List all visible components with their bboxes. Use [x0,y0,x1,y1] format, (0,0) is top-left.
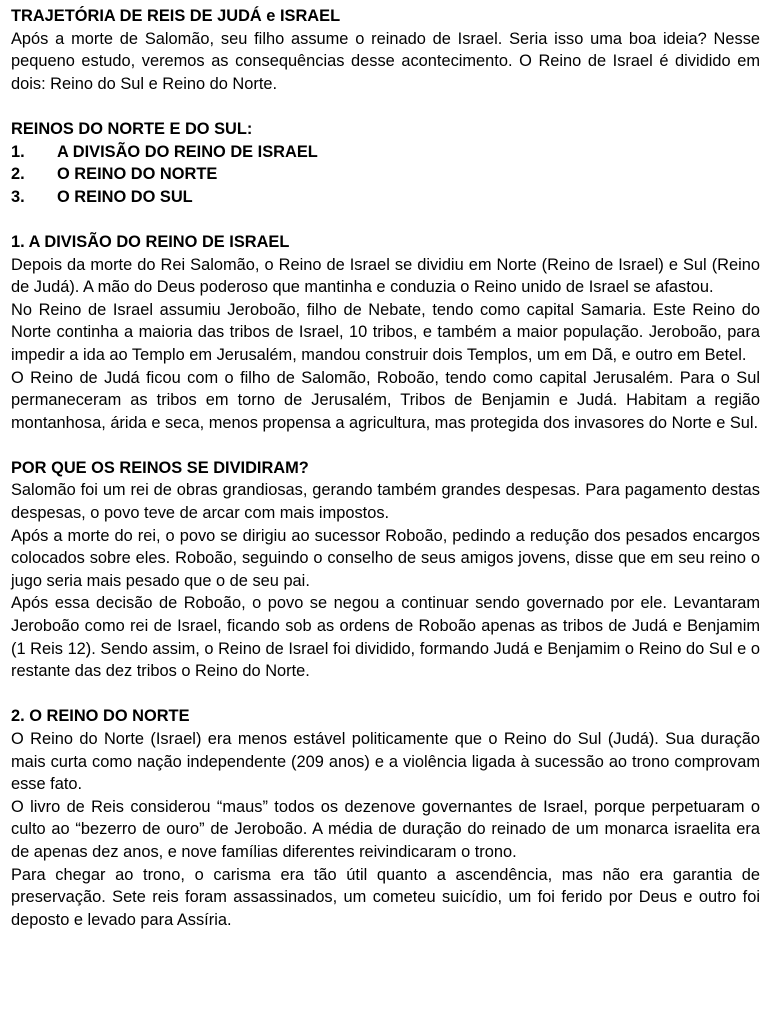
section-paragraph: Salomão foi um rei de obras grandiosas, gerando também grandes despesas. Para pagamento destas despesas, o povo teve de arcar com mais impostos. [11,481,760,523]
section-paragraph: Após essa decisão de Roboão, o povo se negou a continuar sendo governado por ele. Levantaram Jeroboão como rei de Israel, ficando sob as ordens de Roboão apenas as tribos de Judá e Benjamim (1 Reis 12). Sendo assim, o Reino de Israel foi dividido, formando Judá e Benjamim o Reino do Sul e o restante das dez tribos o Reino do Norte. [11,594,760,681]
toc-item [11,186,760,209]
toc-item-number: 2. [11,165,25,184]
spacer [11,208,760,231]
document-title: TRAJETÓRIA DE REIS DE JUDÁ e ISRAEL [11,7,341,25]
section-paragraph: O Reino do Norte (Israel) era menos estável politicamente que o Reino do Sul (Judá). Sua duração mais curta como nação independente (209 anos) e a violência ligada à sucessão ao trono comprovam esse fato. [11,730,760,794]
spacer [11,434,760,457]
intro-paragraph: Após a morte de Salomão, seu filho assume o reinado de Israel. Seria isso uma boa ideia? Nesse pequeno estudo, veremos as consequências desse acontecimento. O Reino de Israel é dividido em dois: Reino do Sul e Reino do Norte. [11,29,760,93]
spacer [11,683,760,706]
toc-item [11,163,760,186]
toc-item-label: O REINO DO NORTE [57,165,218,184]
toc-item-number: 1. [11,142,25,161]
toc-item-label: O REINO DO SUL [57,187,193,206]
section-paragraph: Após a morte do rei, o povo se dirigiu ao sucessor Roboão, pedindo a redução dos pesados encargos colocados sobre eles. Roboão, seguindo o conselho de seus amigos jovens, disse que em seu reino o jugo seria mais pesado que o de seu pai. [11,526,760,590]
toc-item [11,141,760,164]
toc-item-number: 3. [11,187,25,206]
spacer [11,95,760,118]
document-page [11,5,760,931]
toc-heading: REINOS DO NORTE E DO SUL: [11,119,253,138]
section-paragraph: O livro de Reis considerou “maus” todos os dezenove governantes de Israel, porque perpetuaram o culto ao “bezerro de ouro” de Jeroboão. A média de duração do reinado de um monarca israelita era de apenas dez anos, e nove famílias diferentes reivindicaram o trono. [11,797,760,861]
section-paragraph: O Reino de Judá ficou com o filho de Salomão, Roboão, tendo como capital Jerusalém. Para o Sul permaneceram as tribos em torno de Jerusalém, Tribos de Benjamin e Judá. Habitam a região montanhosa, árida e seca, menos propensa a agricultura, mas protegida dos invasores do Norte e Sul. [11,368,760,432]
section-paragraph: Depois da morte do Rei Salomão, o Reino de Israel se dividiu em Norte (Reino de Israel) e Sul (Reino de Judá). A mão do Deus poderoso que mantinha e conduzia o Reino unido de Israel se afastou. [11,255,760,297]
section-heading: POR QUE OS REINOS SE DIVIDIRAM? [11,458,309,477]
section-heading: 2. O REINO DO NORTE [11,707,190,726]
toc-item-label: A DIVISÃO DO REINO DE ISRAEL [57,142,318,161]
section-paragraph: Para chegar ao trono, o carisma era tão útil quanto a ascendência, mas não era garantia de preservação. Sete reis foram assassinados, um cometeu suicídio, um foi ferido por Deus e outro foi deposto e levado para Assíria. [11,865,760,929]
section-paragraph: No Reino de Israel assumiu Jeroboão, filho de Nebate, tendo como capital Samaria. Este Reino do Norte continha a maioria das tribos de Israel, 10 tribos, e também a maior população. Jeroboão, para impedir a ida ao Templo em Jerusalém, mandou construir dois Templos, um em Dã, e outro em Betel. [11,300,760,364]
section-heading: 1. A DIVISÃO DO REINO DE ISRAEL [11,232,290,251]
